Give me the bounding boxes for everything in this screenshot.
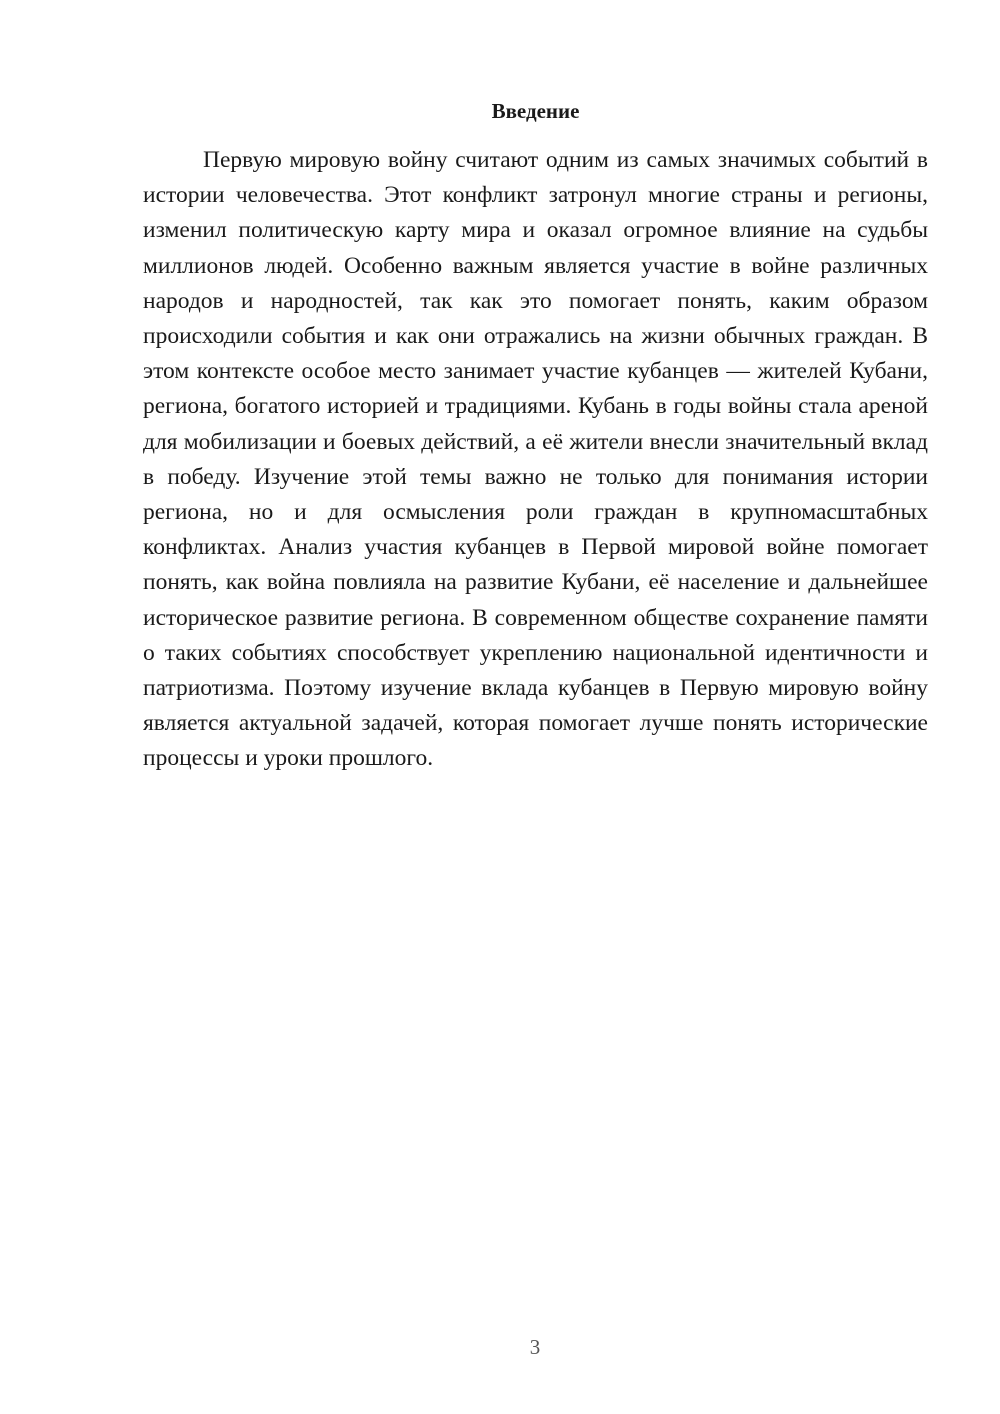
body-paragraph: Первую мировую войну считают одним из самых значимых событий в истории человечества. Этот конфликт затронул многие страны и регионы, изменил политическую карту мира и оказал огромное влияние на судьбы миллионов людей. Особенно важным является участие в войне различных народов и народностей, так как это помогает понять, каким образом происходили события и как они отражались на жизни обычных граждан. В этом контексте особое место занимает участие кубанцев — жителей Кубани, региона, богатого историей и традициями. Кубань в годы войны стала ареной для мобилизации и боевых действий, а её жители внесли значительный вклад в победу. Изучение этой темы важно не только для понимания истории региона, но и для осмысления роли граждан в крупномасштабных конфликтах. Анализ участия кубанцев в Первой мировой войне помогает понять, как война повлияла на развитие Кубани, её население и дальнейшее историческое развитие региона. В современном обществе сохранение памяти о таких событиях способствует укреплению национальной идентичности и патриотизма. Поэтому изучение вклада кубанцев в Первую мировую войну является актуальной задачей, которая помогает лучше понять исторические процессы и уроки прошлого. [143, 147, 928, 772]
page-number: 3 [529, 1335, 541, 1359]
section-title: Введение [491, 99, 580, 123]
